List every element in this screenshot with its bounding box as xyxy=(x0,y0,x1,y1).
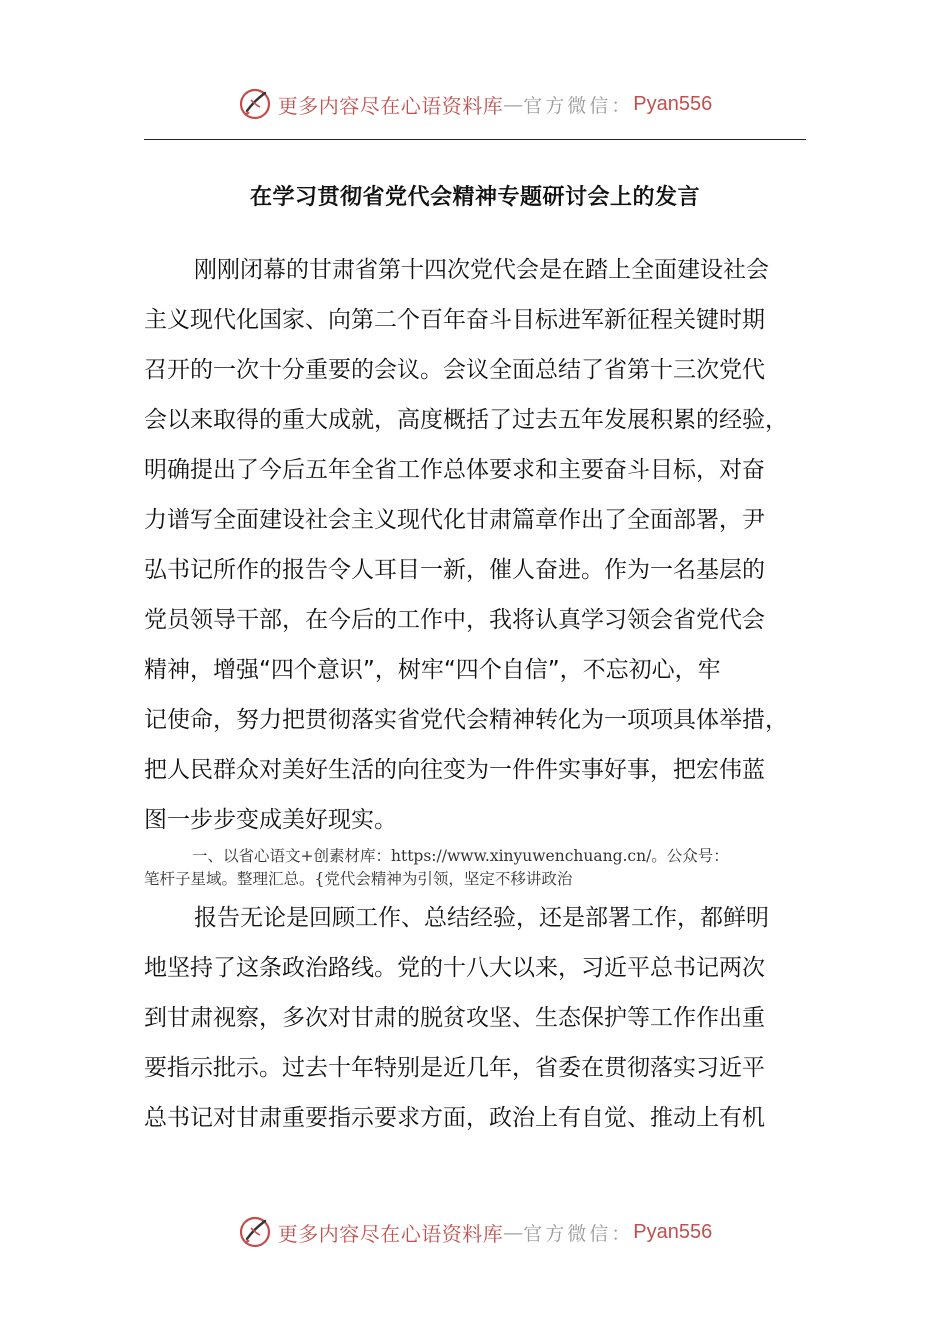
paragraph-line: 明确提出了今后五年全省工作总体要求和主要奋斗目标，对奋 xyxy=(144,457,765,483)
paragraph-line: 记使命，努力把贯彻落实省党代会精神转化为一项项具体举措， xyxy=(144,707,788,733)
paragraph-line: 力谱写全面建设社会主义现代化甘肃篇章作出了全面部署，尹 xyxy=(144,507,765,533)
paragraph-line: 报告无论是回顾工作、总结经验，还是部署工作，都鲜明 xyxy=(194,905,769,931)
paragraph-line: 党员领导干部，在今后的工作中，我将认真学习领会省党代会 xyxy=(144,607,765,633)
paragraph-line: 精神，增强“四个意识”，树牢“四个自信”，不忘初心，牢 xyxy=(144,657,721,683)
paragraph-line: 地坚持了这条政治路线。党的十八大以来，习近平总书记两次 xyxy=(144,955,765,981)
note-line: 一、以省心语文+创素材库：https://www.xinyuwenchuang.cn/。公众号： xyxy=(192,847,729,865)
banner-wechat-id: Pyan556 xyxy=(633,1220,713,1243)
banner-text: 更多内容尽在心语资料库 xyxy=(277,93,504,118)
banner-dash: — xyxy=(503,1220,524,1244)
pen-logo-icon xyxy=(238,1215,272,1249)
banner-dash: — xyxy=(503,92,524,116)
paragraph-line: 到甘肃视察，多次对甘肃的脱贫攻坚、生态保护等工作作出重 xyxy=(144,1005,765,1031)
paragraph-2 xyxy=(144,893,806,1143)
paragraph-line: 弘书记所作的报告令人耳目一新，催人奋进。作为一名基层的 xyxy=(144,557,765,583)
header-banner xyxy=(0,84,950,124)
banner-wechat-label: 官方微信： xyxy=(523,94,634,117)
paragraph-1 xyxy=(144,245,806,845)
document-title: 在学习贯彻省党代会精神专题研讨会上的发言 xyxy=(249,185,700,210)
banner-wechat-label: 官方微信： xyxy=(523,1222,634,1245)
paragraph-line: 会以来取得的重大成就，高度概括了过去五年发展积累的经验， xyxy=(144,407,788,433)
header-divider xyxy=(144,139,806,140)
paragraph-line: 主义现代化国家、向第二个百年奋斗目标进军新征程关键时期 xyxy=(144,307,765,333)
footer-banner xyxy=(0,1212,950,1252)
paragraph-line: 把人民群众对美好生活的向往变为一件件实事好事，把宏伟蓝 xyxy=(144,757,765,783)
paragraph-line: 要指示批示。过去十年特别是近几年，省委在贯彻落实习近平 xyxy=(144,1055,765,1081)
banner-text: 更多内容尽在心语资料库 xyxy=(277,1221,504,1246)
pen-logo-icon xyxy=(238,87,272,121)
paragraph-line: 刚刚闭幕的甘肃省第十四次党代会是在踏上全面建设社会 xyxy=(194,257,769,283)
note-line: 笔杆子星域。整理汇总。{党代会精神为引领，坚定不移讲政治 xyxy=(144,870,573,888)
section-note xyxy=(144,845,806,891)
paragraph-line: 图一步步变成美好现实。 xyxy=(144,807,397,833)
paragraph-line: 总书记对甘肃重要指示要求方面，政治上有自觉、推动上有机 xyxy=(144,1105,765,1131)
paragraph-line: 召开的一次十分重要的会议。会议全面总结了省第十三次党代 xyxy=(144,357,765,383)
banner-wechat-id: Pyan556 xyxy=(633,92,713,115)
